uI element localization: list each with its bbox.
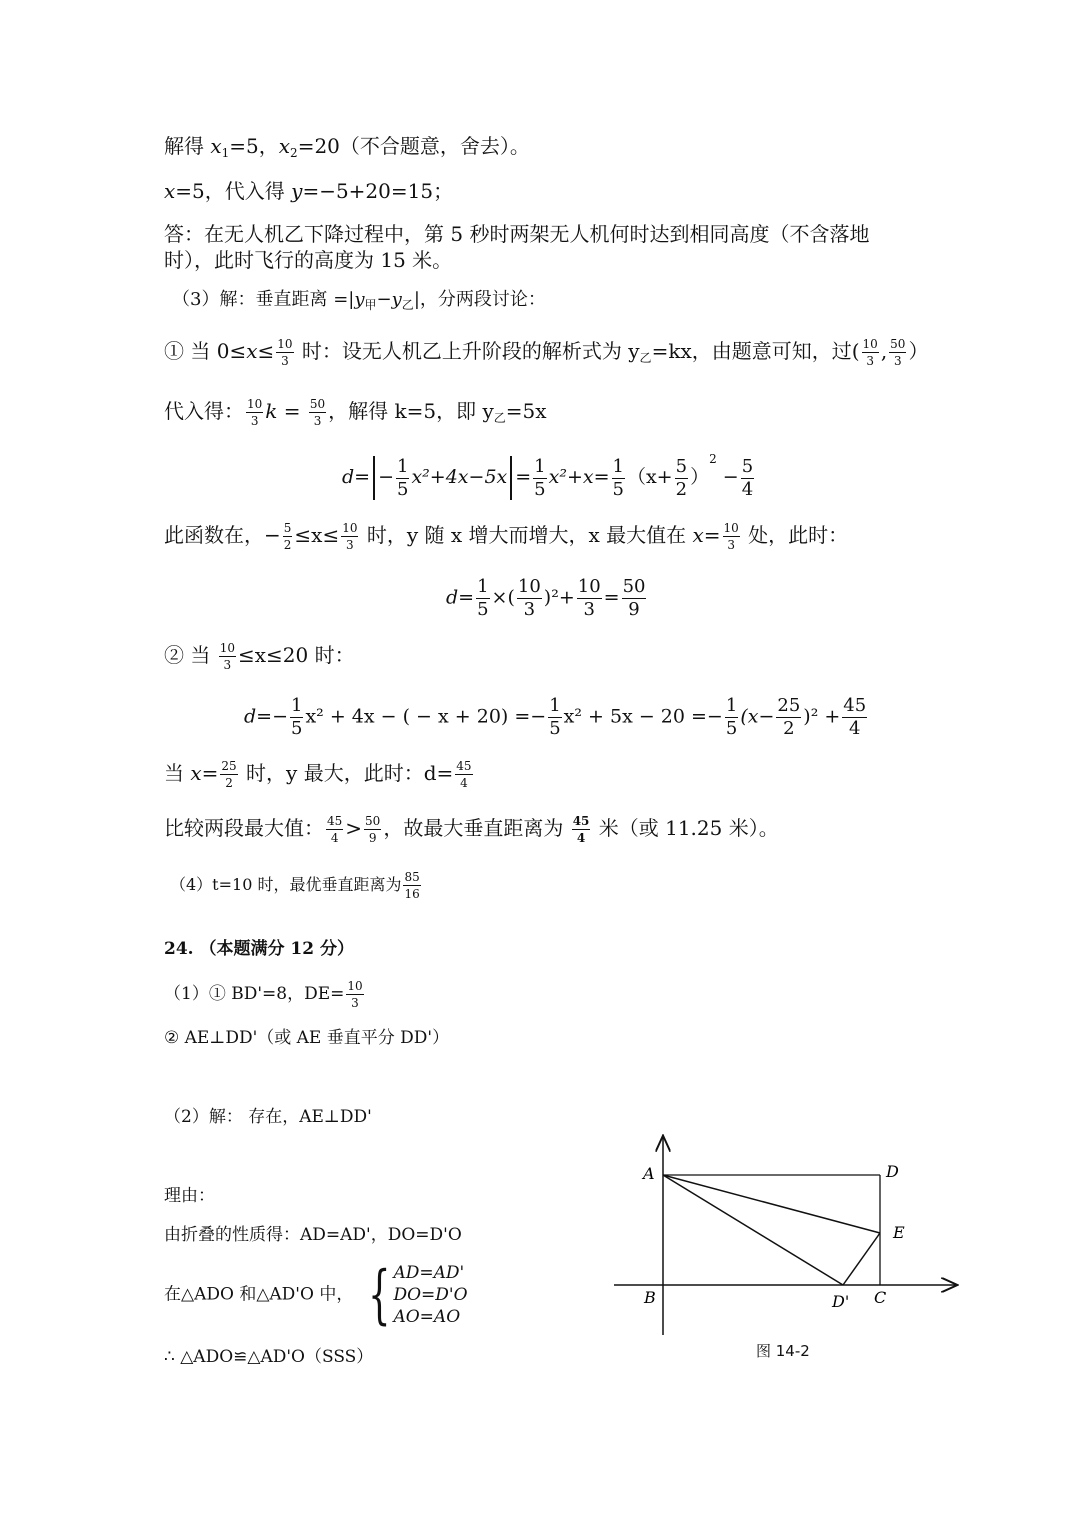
label-d-prime: D' [832,1292,850,1311]
fraction-10-3: $\frac{10}{3}$ [277,337,293,368]
d-formula-2: d=− $\frac{1}{5}$ x² + 4x − ( − x + 20) =− $\frac{1}{5}$ x² + 5x − 20 =− $\frac{1}{5}$ (x− $\frac{25}{2}$ )² + $\frac{45}{4}$ [244,695,867,739]
segment-dprime-e [843,1233,880,1285]
question-24-heading: 24. （本题满分 12 分） [164,939,354,959]
congruence-conclusion: ∴ △ADO≌△AD'O（SSS） [164,1347,374,1367]
label-d: D [886,1162,899,1181]
q24-part2: （2）解： 存在，AE⊥DD' [164,1107,372,1127]
substitute-line: 代入得： $\frac{10}{3}$ k = $\frac{50}{3}$ ，解得 k=5，即 $y_乙=5x$ [164,397,547,428]
answer-line-b: 时），此时飞行的高度为 15 米。 [164,248,453,272]
q24-part1: （1）① BD'=8，DE= $\frac{10}{3}$ [164,979,363,1010]
condition-brace: { AD=AD' DO=D'O AO=AO [367,1258,468,1332]
figure-caption: 图 14-2 [756,1342,810,1360]
case1-line: ① 当 0≤x≤ $\frac{10}{3}$ 时：设无人机乙上升阶段的解析式为 $y_乙=kx$，由题意可知，过( $\frac{10}{3}$ , $\frac{50}{3}$ ） [164,337,929,368]
d-formula-1: d= − $\frac{1}{5}$ x²+4x−5x = $\frac{1}{5}$ x²+x= $\frac{1}{5}$ （x+ $\frac{5}{2}$ ）$^2$ − $\frac{5}{4}$ [342,452,754,500]
max-line: 当 x= $\frac{25}{2}$ 时，y 最大，此时：d= $\frac{45}{4}$ [164,759,472,790]
segment-ae [663,1175,880,1233]
compare-line: 比较两段最大值： $\frac{45}{4}$ > $\frac{50}{9}$ ，故最大垂直距离为 $\frac{45}{4}$ 米（或 11.25 米）。 [164,814,779,845]
solution-line-1: 解得 $x_1=5$，$x_2=20$（不合题意，舍去）。 [164,134,530,160]
case2-line: ② 当 $\frac{10}{3}$ ≤x≤20 时： [164,641,355,672]
label-a: A [643,1164,655,1183]
q24-part1-b: ② AE⊥DD'（或 AE 垂直平分 DD'） [164,1028,450,1048]
figure-14-2 [600,1125,970,1365]
part4-line: （4）t=10 时，最优垂直距离为 $\frac{85}{16}$ [170,870,420,901]
d-value-line: d= $\frac{1}{5}$ ×( $\frac{10}{3}$ )²+ $\frac{10}{3}$ = $\frac{50}{9}$ [446,576,646,620]
segment-ad-prime [663,1175,843,1285]
solution-line-2: x=5，代入得 y=−5+20=15； [164,179,454,203]
fold-property-line: 由折叠的性质得：AD=AD'，DO=D'O [164,1225,462,1245]
label-b: B [644,1288,656,1307]
label-c: C [874,1288,887,1307]
reason-label: 理由： [164,1186,215,1206]
monotonic-line: 此函数在，− $\frac{5}{2}$ ≤x≤ $\frac{10}{3}$ 时，y 随 x 增大而增大，x 最大值在 x= $\frac{10}{3}$ 处，此时： [164,521,849,552]
answer-line-a: 答：在无人机乙下降过程中，第 5 秒时两架无人机何时达到相同高度（不含落地 [164,222,870,246]
part3-intro: （3）解：垂直距离 $=|y_甲-y_乙|$，分两段讨论： [172,289,546,312]
triangle-compare-line: 在△ADO 和△AD'O 中， { AD=AD' DO=D'O AO=AO [164,1258,468,1332]
label-e: E [893,1223,905,1242]
